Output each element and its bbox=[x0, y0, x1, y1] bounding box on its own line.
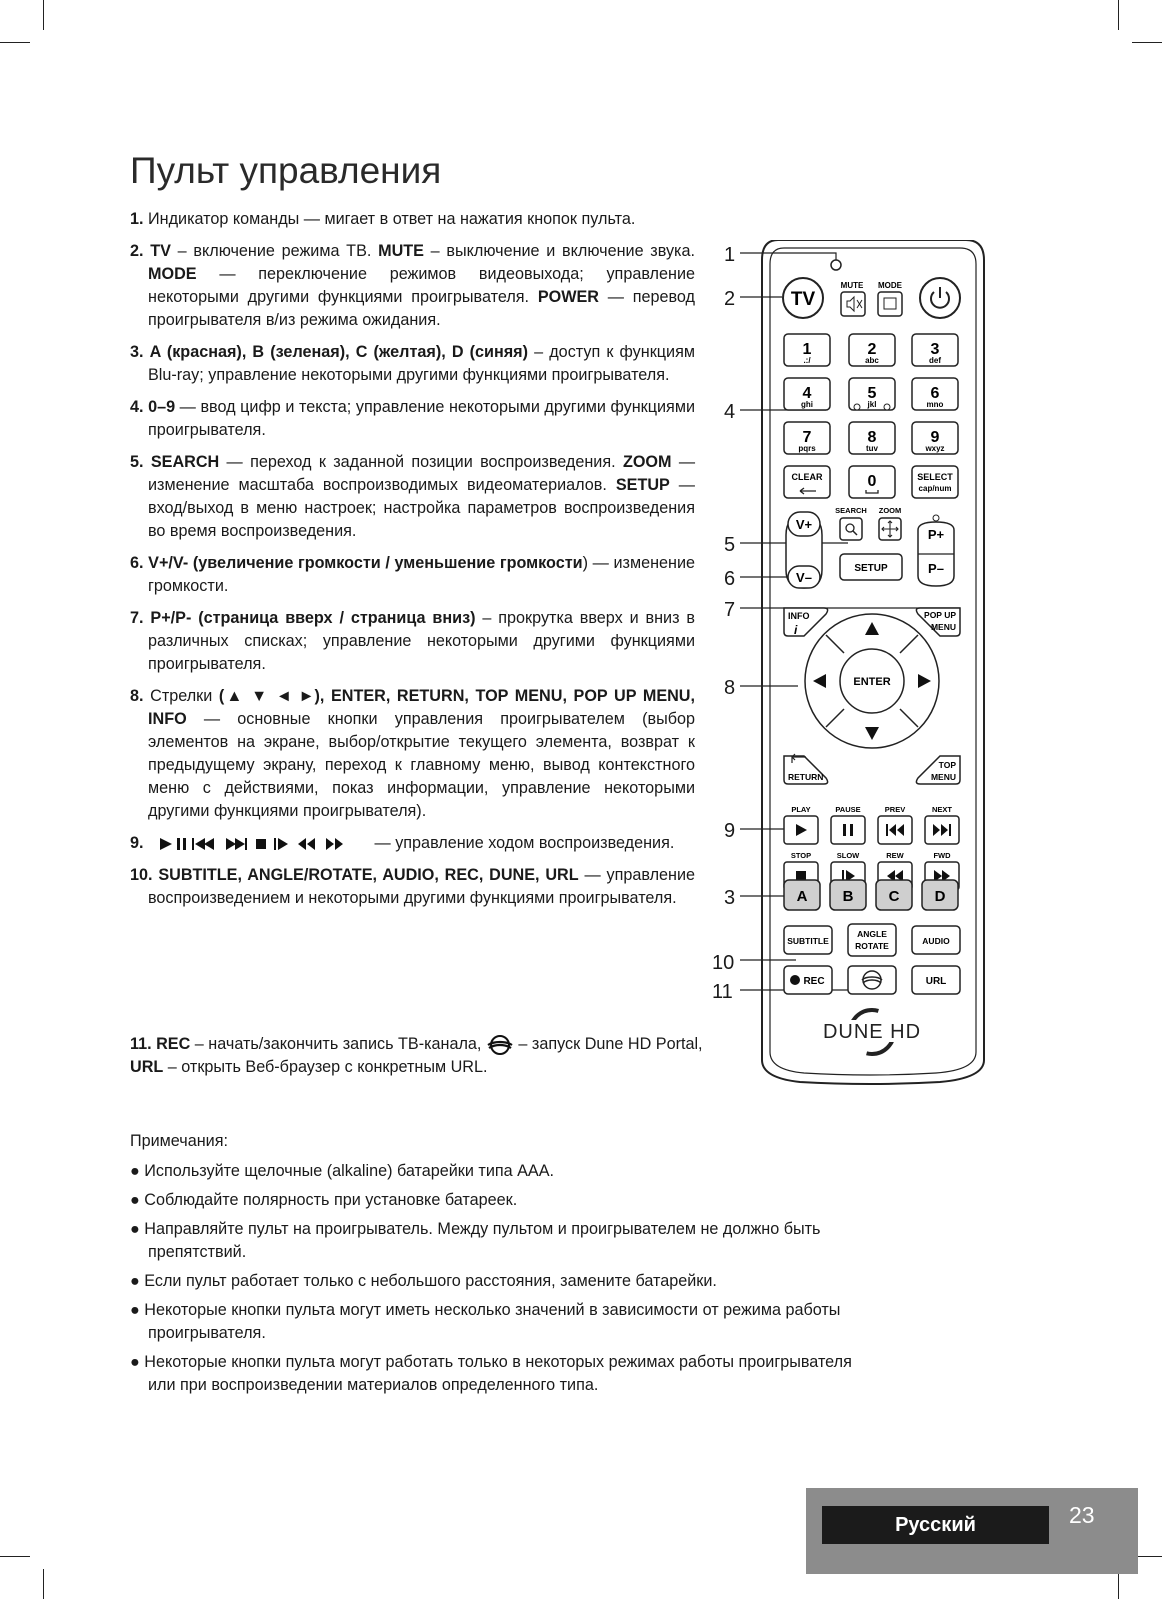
svg-text:mno: mno bbox=[926, 400, 944, 409]
mute-label: MUTE bbox=[840, 281, 864, 290]
svg-text:AUDIO: AUDIO bbox=[922, 936, 950, 946]
callout-2: 2 bbox=[724, 288, 736, 310]
svg-text:jkl: jkl bbox=[867, 400, 877, 409]
prev-label: PREV bbox=[884, 805, 906, 814]
svg-text:2: 2 bbox=[867, 341, 877, 358]
next-label: NEXT bbox=[931, 805, 953, 814]
slow-icon bbox=[274, 838, 288, 850]
item-list bbox=[130, 208, 695, 919]
svg-text:4: 4 bbox=[802, 385, 812, 402]
notes bbox=[130, 1130, 875, 1403]
svg-text:ANGLE: ANGLE bbox=[857, 929, 887, 939]
svg-text:9: 9 bbox=[930, 429, 940, 446]
led-indicator bbox=[831, 260, 841, 270]
callout-8: 8 bbox=[724, 677, 736, 699]
note-item: ● Направляйте пульт на проигрыватель. Между пультом и проигрывателем не должно быть препятствий. bbox=[130, 1220, 821, 1261]
pause-button[interactable] bbox=[831, 816, 865, 844]
callout-10: 10 bbox=[712, 952, 735, 974]
svg-text:6: 6 bbox=[930, 385, 940, 402]
svg-text:MENU: MENU bbox=[930, 772, 956, 782]
vol-up-button[interactable] bbox=[788, 512, 820, 536]
callout-7: 7 bbox=[724, 599, 736, 621]
button-b[interactable] bbox=[830, 880, 866, 910]
info-icon: i bbox=[794, 623, 798, 637]
svg-text:cap/num: cap/num bbox=[918, 484, 952, 493]
play-icon bbox=[160, 838, 172, 850]
list-item: 4. 0–9 — ввод цифр и текста; управление некоторыми другими функциями проигрывателя. bbox=[130, 398, 695, 439]
svg-text:7: 7 bbox=[802, 429, 812, 446]
playback-icons bbox=[148, 835, 370, 853]
svg-text:TOP: TOP bbox=[938, 760, 956, 770]
svg-text:P+: P+ bbox=[927, 527, 945, 542]
power-button[interactable] bbox=[920, 278, 960, 318]
svg-text:SELECT: SELECT bbox=[917, 472, 953, 482]
svg-text:SUBTITLE: SUBTITLE bbox=[787, 936, 829, 946]
svg-text:REC: REC bbox=[803, 976, 825, 987]
callout-11: 11 bbox=[712, 981, 733, 1003]
key-7[interactable] bbox=[784, 422, 830, 454]
crop-mark bbox=[0, 42, 30, 43]
svg-text:TV: TV bbox=[790, 289, 816, 310]
svg-text:def: def bbox=[929, 356, 941, 365]
key-3[interactable] bbox=[912, 334, 958, 366]
note-item: ● Соблюдайте полярность при установке батареек. bbox=[130, 1191, 518, 1209]
crop-mark bbox=[1132, 42, 1162, 43]
svg-text:abc: abc bbox=[865, 356, 879, 365]
zoom-button[interactable] bbox=[879, 518, 901, 540]
callout-9: 9 bbox=[724, 820, 736, 842]
enter-button[interactable]: ENTER bbox=[853, 676, 891, 688]
search-button[interactable] bbox=[840, 518, 862, 540]
fwd-icon bbox=[326, 838, 343, 850]
select-button[interactable] bbox=[912, 466, 958, 498]
list-item: 8. Стрелки (▲ ▼ ◄ ►), ENTER, RETURN, TOP MENU, POP UP MENU, INFO — основные кнопки управления проигрывателем (выбор элементов на экране, выбор/открытие текущего элемента, возврат к предыдущему экрану, переход к главному меню, вывод контекстного меню с действиями, показ информации, управление некоторыми другими функциями проигрывателя). bbox=[130, 687, 695, 820]
search-label: SEARCH bbox=[835, 506, 867, 515]
key-0[interactable] bbox=[849, 466, 895, 498]
key-9[interactable] bbox=[912, 422, 958, 454]
svg-text:pqrs: pqrs bbox=[798, 444, 816, 453]
list-item: 3. A (красная), B (зеленая), C (желтая), D (синяя) – доступ к функциям Blu-ray; управление некоторыми другими функциями проигрывателя. bbox=[130, 343, 695, 384]
fwd-label: FWD bbox=[933, 851, 951, 860]
list-item: 6. V+/V- (увеличение громкости / уменьшение громкости) — изменение громкости. bbox=[130, 554, 695, 595]
mode-label: MODE bbox=[878, 281, 902, 290]
button-a[interactable] bbox=[784, 880, 820, 910]
svg-text:B: B bbox=[842, 888, 854, 905]
crop-mark bbox=[43, 0, 44, 30]
language-label: Русский bbox=[822, 1506, 1049, 1544]
item-11: 11. REC – начать/закончить запись ТВ-канала, – запуск Dune HD Portal, URL – открыть Веб-браузер с конкретным URL. bbox=[130, 1035, 703, 1076]
clear-button[interactable] bbox=[784, 466, 830, 498]
slow-label: SLOW bbox=[836, 851, 860, 860]
rew-label: REW bbox=[886, 851, 904, 860]
list-item: 2. TV – включение режима ТВ. MUTE – выключение и включение звука. MODE — переключение режимов видеовыхода; управление некоторыми другими функциями проигрывателя. POWER — перевод проигрывателя в/из режима ожидания. bbox=[130, 242, 695, 329]
svg-text:P–: P– bbox=[928, 561, 944, 576]
angle-rotate-button[interactable] bbox=[848, 924, 896, 956]
list-item: 9. — управление ходом воспроизведения. bbox=[130, 834, 675, 852]
callout-5: 5 bbox=[724, 534, 736, 556]
stop-icon bbox=[256, 839, 266, 849]
prev-icon bbox=[192, 838, 214, 850]
key-8[interactable] bbox=[849, 422, 895, 454]
subtitle-button[interactable] bbox=[784, 926, 832, 954]
svg-text:.:/: .:/ bbox=[803, 356, 811, 365]
svg-text:DUNE HD: DUNE HD bbox=[822, 1021, 922, 1043]
play-label: PLAY bbox=[791, 805, 811, 814]
mode-button[interactable] bbox=[878, 292, 902, 316]
setup-button[interactable] bbox=[840, 554, 902, 580]
svg-text:V–: V– bbox=[796, 570, 812, 585]
note-item: ● Используйте щелочные (alkaline) батарейки типа AAA. bbox=[130, 1162, 555, 1180]
svg-text:A: A bbox=[796, 888, 808, 905]
notes-heading: Примечания: bbox=[130, 1132, 228, 1150]
remote-diagram bbox=[700, 240, 1000, 1095]
callout-6: 6 bbox=[724, 568, 736, 590]
zoom-label: ZOOM bbox=[878, 506, 902, 515]
callout-4: 4 bbox=[724, 401, 736, 423]
callout-3: 3 bbox=[724, 887, 736, 909]
footer-bar bbox=[806, 1488, 1138, 1574]
svg-text:ROTATE: ROTATE bbox=[855, 941, 889, 951]
svg-text:D: D bbox=[934, 888, 946, 905]
rew-icon bbox=[298, 838, 315, 850]
svg-text:wxyz: wxyz bbox=[925, 444, 945, 453]
svg-text:tuv: tuv bbox=[866, 444, 878, 453]
list-item: 10. SUBTITLE, ANGLE/ROTATE, AUDIO, REC, DUNE, URL — управление воспроизведением и некоторыми другими функциями проигрывателя. bbox=[130, 866, 695, 907]
key-4[interactable] bbox=[784, 378, 830, 410]
page-up-button[interactable] bbox=[928, 527, 945, 542]
svg-text:0: 0 bbox=[867, 473, 877, 490]
mute-button[interactable] bbox=[841, 292, 865, 316]
rec-button[interactable] bbox=[784, 966, 832, 994]
rec-icon bbox=[790, 975, 800, 985]
list-item: 1. Индикатор команды — мигает в ответ на нажатия кнопок пульта. bbox=[130, 210, 636, 228]
list-item: 7. P+/P- (страница вверх / страница вниз) – прокрутка вверх и вниз в различных списках; управление некоторыми другими функциями проигрывателя. bbox=[130, 609, 695, 673]
note-item: ● Некоторые кнопки пульта могут иметь несколько значений в зависимости от режима работы проигрывателя. bbox=[130, 1301, 841, 1342]
svg-text:CLEAR: CLEAR bbox=[791, 472, 823, 482]
note-item: ● Некоторые кнопки пульта могут работать только в некоторых режимах работы проигрывателя или при воспроизведении материалов определенного типа. bbox=[130, 1353, 852, 1394]
page-number: 23 bbox=[1069, 1502, 1095, 1528]
svg-text:RETURN: RETURN bbox=[788, 772, 824, 782]
callout-1: 1 bbox=[724, 244, 736, 266]
key-1[interactable] bbox=[784, 334, 830, 366]
dune-button[interactable] bbox=[848, 966, 896, 994]
svg-text:V+: V+ bbox=[795, 517, 813, 532]
crop-mark bbox=[0, 1556, 30, 1557]
audio-button[interactable] bbox=[912, 926, 960, 954]
svg-text:5: 5 bbox=[867, 385, 877, 402]
next-icon bbox=[226, 838, 247, 850]
tv-button[interactable] bbox=[783, 278, 823, 318]
vol-down-button[interactable] bbox=[788, 566, 820, 588]
pause-icon bbox=[177, 838, 186, 850]
key-2[interactable] bbox=[849, 334, 895, 366]
svg-text:1: 1 bbox=[802, 341, 812, 358]
svg-text:C: C bbox=[888, 888, 900, 905]
button-d[interactable] bbox=[922, 880, 958, 910]
url-button[interactable] bbox=[912, 966, 960, 994]
svg-text:8: 8 bbox=[867, 429, 877, 446]
svg-text:MENU: MENU bbox=[930, 622, 956, 632]
crop-mark bbox=[1118, 0, 1119, 30]
stop-label: STOP bbox=[790, 851, 812, 860]
page-down-button[interactable] bbox=[928, 561, 944, 576]
button-c[interactable] bbox=[876, 880, 912, 910]
list-item: 5. SEARCH — переход к заданной позиции воспроизведения. ZOOM — изменение масштаба воспроизводимых видеоматериалов. SETUP — вход/выход в меню настроек; настройка параметров воспроизведения во время воспроизведения. bbox=[130, 453, 696, 540]
pause-label: PAUSE bbox=[835, 805, 861, 814]
svg-text:SETUP: SETUP bbox=[854, 563, 888, 574]
svg-text:POP UP: POP UP bbox=[924, 610, 956, 620]
crop-mark bbox=[43, 1569, 44, 1599]
key-5[interactable] bbox=[849, 378, 895, 410]
note-item: ● Если пульт работает только с небольшого расстояния, замените батарейки. bbox=[130, 1272, 717, 1290]
dune-icon bbox=[486, 1034, 514, 1056]
svg-text:ghi: ghi bbox=[801, 400, 813, 409]
key-6[interactable] bbox=[912, 378, 958, 410]
svg-text:3: 3 bbox=[930, 341, 940, 358]
svg-text:INFO: INFO bbox=[788, 611, 810, 621]
page-title: Пульт управления bbox=[130, 150, 442, 191]
svg-text:URL: URL bbox=[925, 976, 947, 987]
